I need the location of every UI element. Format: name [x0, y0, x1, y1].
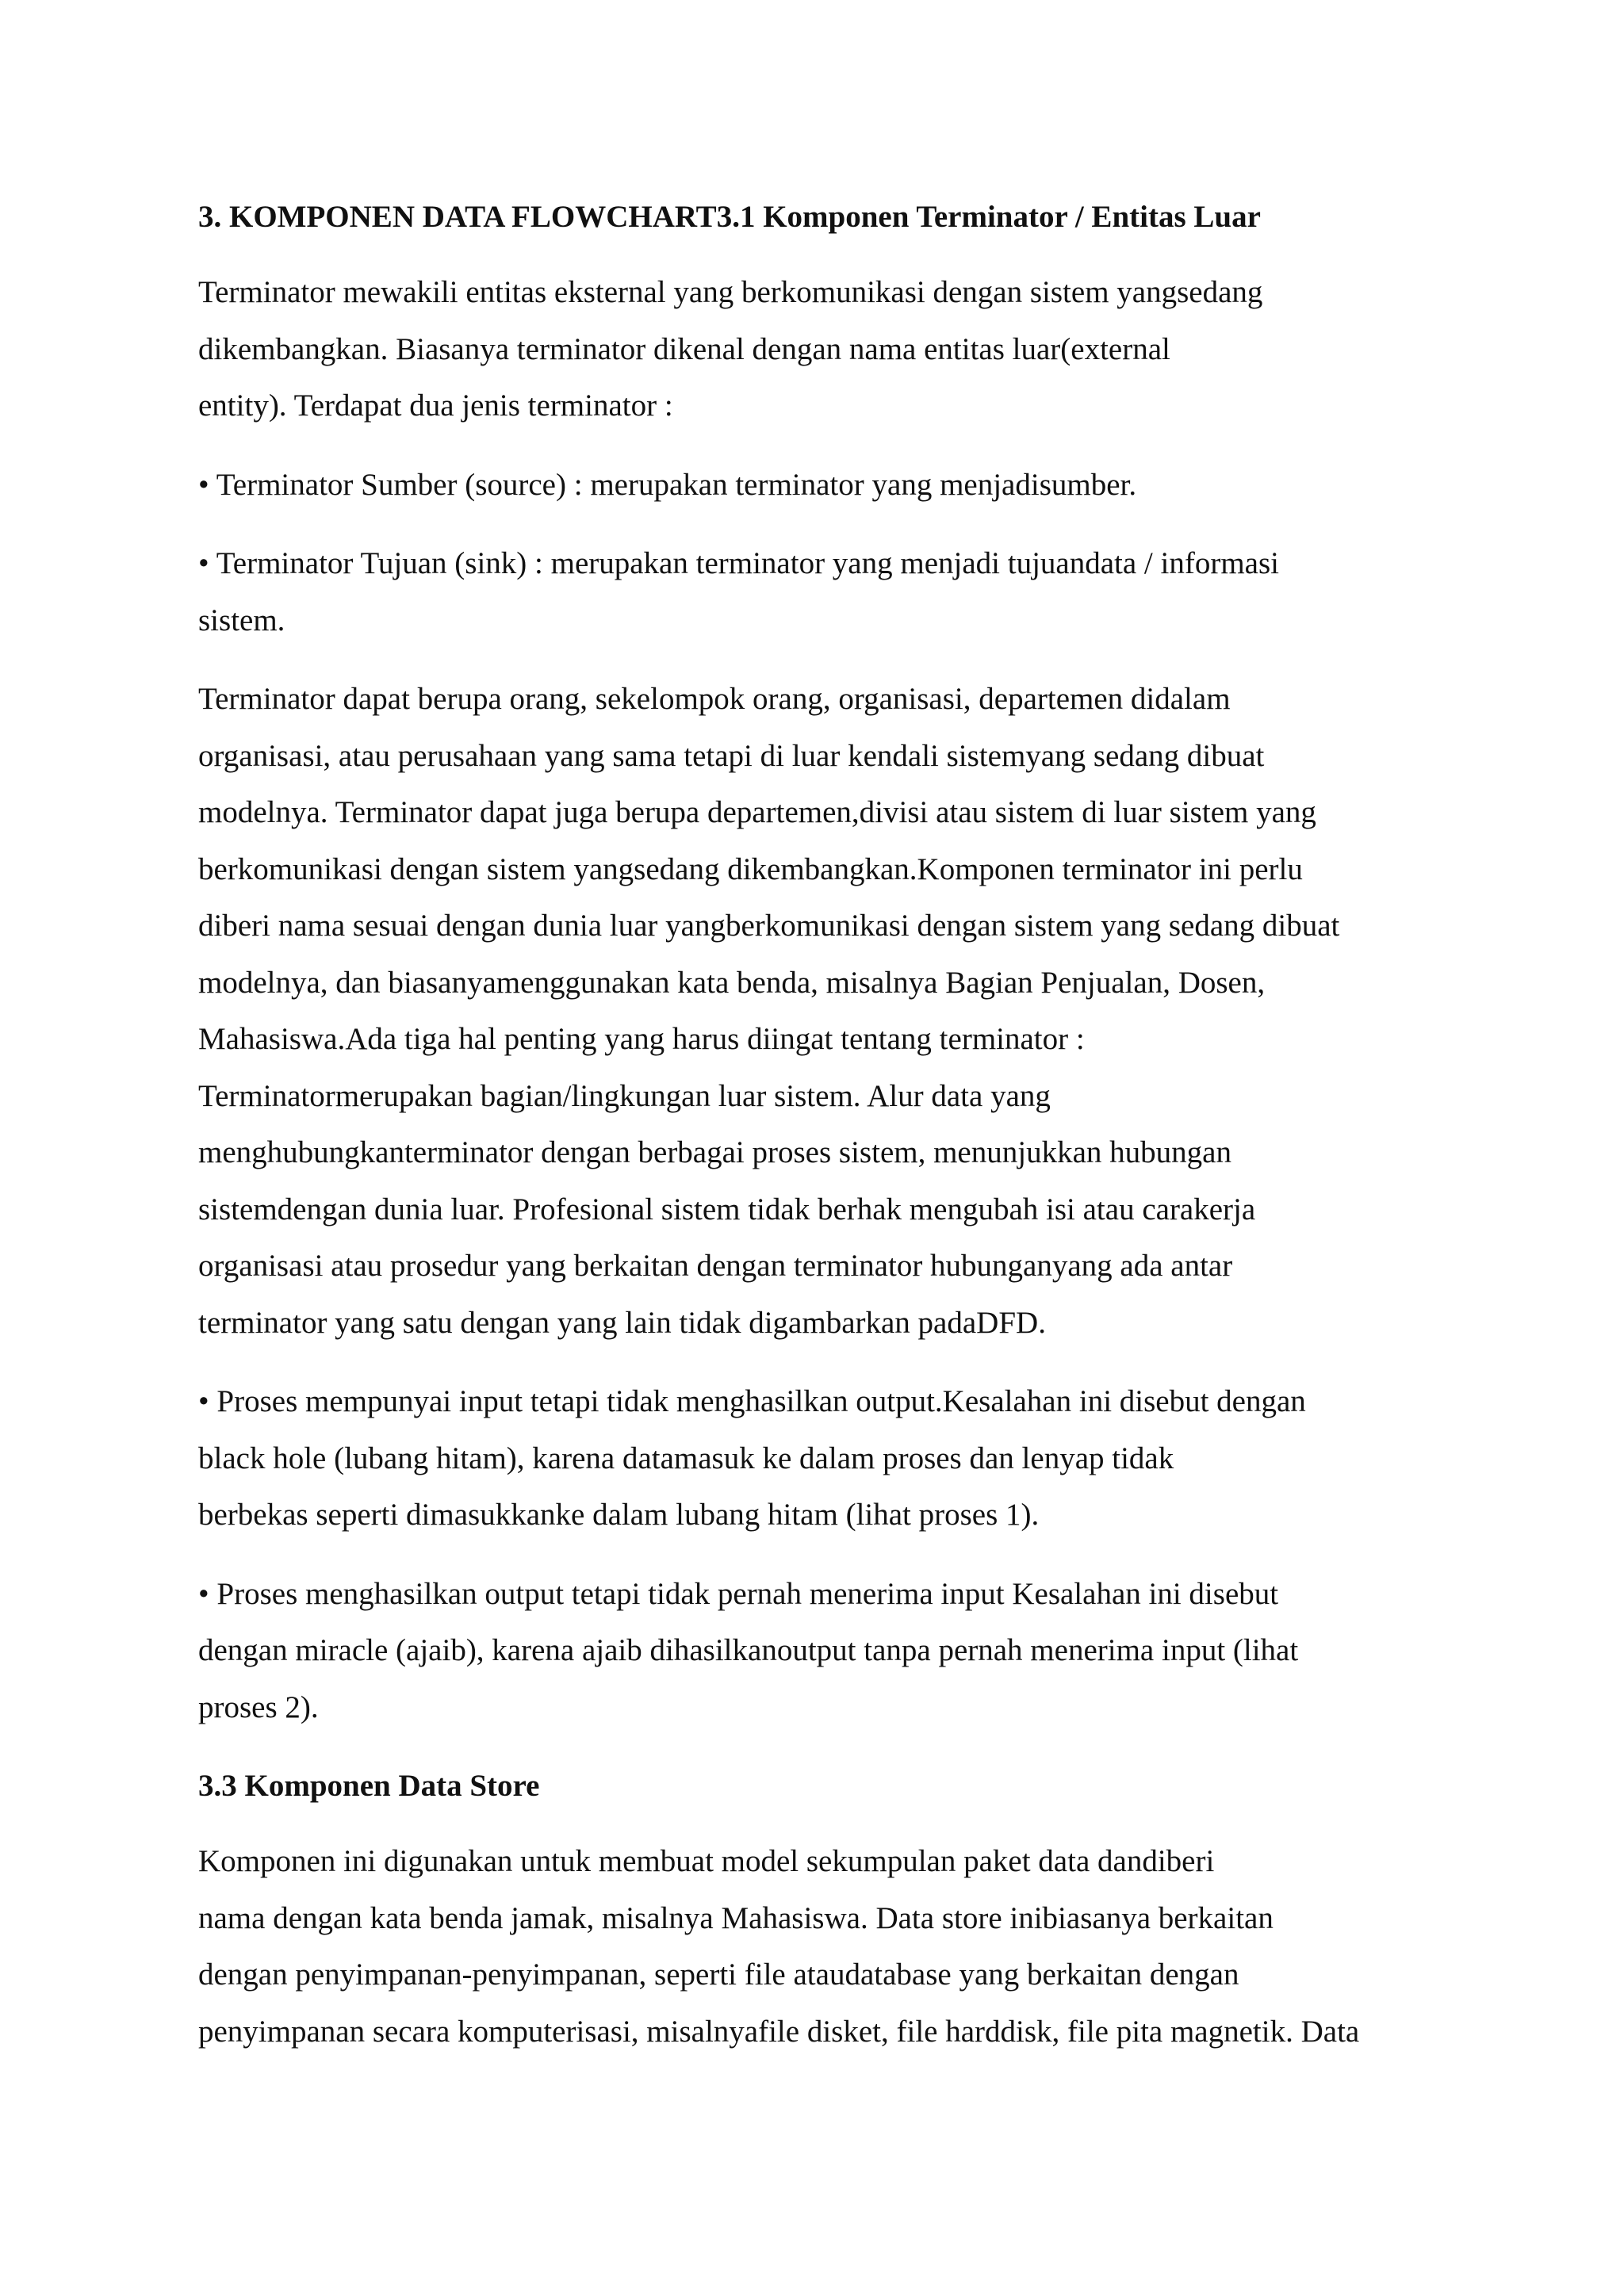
section-heading-terminator: 3. KOMPONEN DATA FLOWCHART3.1 Komponen Terminator / Entitas Luar	[198, 200, 1261, 234]
text-line: Terminatormerupakan bagian/lingkungan luar sistem. Alur data yang	[198, 1078, 1051, 1113]
text-line: modelnya, dan biasanyamenggunakan kata benda, misalnya Bagian Penjualan, Dosen,	[198, 965, 1266, 1000]
text-line: proses 2).	[198, 1689, 319, 1724]
text-line: diberi nama sesuai dengan dunia luar yangberkomunikasi dengan sistem yang sedang dibuat	[198, 909, 1340, 943]
text-line: Komponen ini digunakan untuk membuat model sekumpulan paket data dandiberi	[198, 1844, 1215, 1878]
text-line: • Proses menghasilkan output tetapi tidak pernah menerima input Kesalahan ini disebut	[198, 1576, 1279, 1611]
text-line: • Proses mempunyai input tetapi tidak menghasilkan output.Kesalahan ini disebut dengan	[198, 1384, 1306, 1418]
text-line: dikembangkan. Biasanya terminator dikenal dengan nama entitas luar(external	[198, 331, 1170, 366]
text-line: organisasi atau prosedur yang berkaitan dengan terminator hubunganyang ada antar	[198, 1249, 1233, 1283]
text-line: • Terminator Tujuan (sink) : merupakan terminator yang menjadi tujuandata / informasi	[198, 546, 1279, 580]
section-heading-data-store: 3.3 Komponen Data Store	[198, 1769, 540, 1803]
text-line: nama dengan kata benda jamak, misalnya Mahasiswa. Data store inibiasanya berkaitan	[198, 1900, 1274, 1935]
paragraph-terminator-description	[198, 671, 1451, 1351]
text-line: terminator yang satu dengan yang lain tidak digambarkan padaDFD.	[198, 1305, 1046, 1340]
text-line: sistemdengan dunia luar. Profesional sistem tidak berhak mengubah isi atau carakerja	[198, 1192, 1256, 1226]
text-line: organisasi, atau perusahaan yang sama tetapi di luar kendali sistemyang sedang dibuat	[198, 738, 1265, 773]
bullet-terminator-source	[198, 457, 1451, 514]
text-line: berkomunikasi dengan sistem yangsedang dikembangkan.Komponen terminator ini perlu	[198, 851, 1303, 886]
bullet-black-hole	[198, 1373, 1451, 1544]
bullet-miracle	[198, 1566, 1451, 1736]
bullet-terminator-sink	[198, 535, 1451, 649]
text-line: dengan penyimpanan-penyimpanan, seperti file ataudatabase yang berkaitan dengan	[198, 1957, 1239, 1992]
paragraph-terminator-intro	[198, 264, 1451, 434]
paragraph-data-store	[198, 1833, 1451, 2060]
text-line: sistem.	[198, 603, 285, 637]
text-line: • Terminator Sumber (source) : merupakan terminator yang menjadisumber.	[198, 467, 1137, 502]
document-content	[198, 189, 1451, 2060]
text-line: Terminator dapat berupa orang, sekelompok orang, organisasi, departemen didalam	[198, 682, 1231, 716]
text-line: modelnya. Terminator dapat juga berupa departemen,divisi atau sistem di luar sistem yang	[198, 795, 1316, 829]
text-line: menghubungkanterminator dengan berbagai proses sistem, menunjukkan hubungan	[198, 1135, 1231, 1169]
text-line: entity). Terdapat dua jenis terminator :	[198, 388, 673, 423]
text-line: berbekas seperti dimasukkanke dalam lubang hitam (lihat proses 1).	[198, 1498, 1040, 1532]
text-line: Mahasiswa.Ada tiga hal penting yang harus diingat tentang terminator :	[198, 1022, 1085, 1056]
text-line: Terminator mewakili entitas eksternal yang berkomunikasi dengan sistem yangsedang	[198, 275, 1263, 309]
text-line: dengan miracle (ajaib), karena ajaib dihasilkanoutput tanpa pernah menerima input (lihat	[198, 1633, 1299, 1667]
text-line: penyimpanan secara komputerisasi, misalnyafile disket, file harddisk, file pita magnetik. Data	[198, 2014, 1360, 2049]
text-line: black hole (lubang hitam), karena datamasuk ke dalam proses dan lenyap tidak	[198, 1441, 1174, 1475]
